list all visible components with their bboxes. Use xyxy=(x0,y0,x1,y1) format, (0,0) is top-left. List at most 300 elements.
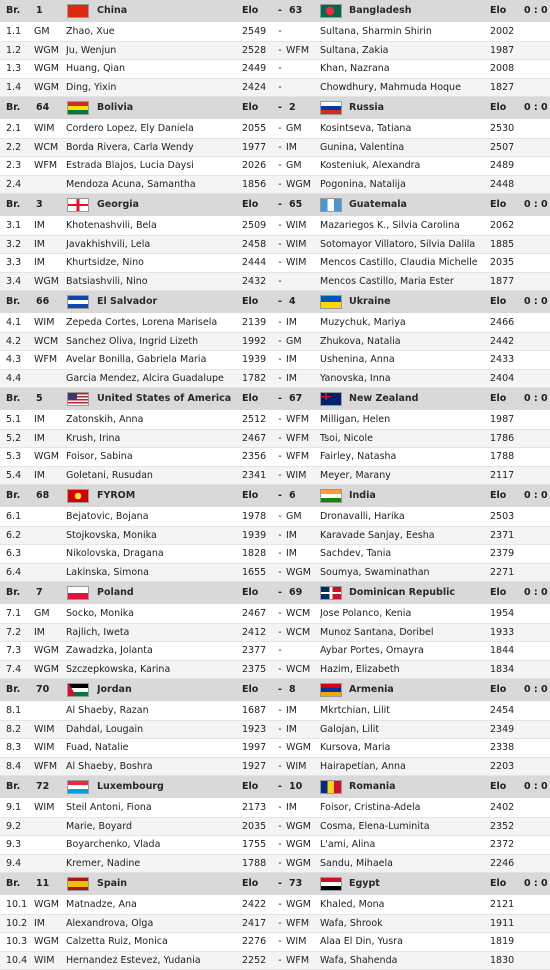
vs-separator: - xyxy=(276,582,284,604)
player2-name[interactable]: Kosintseva, Tatiana xyxy=(320,120,486,138)
player1-name[interactable]: Fuad, Natalie xyxy=(66,739,238,757)
player1-elo: 1992 xyxy=(242,333,276,351)
team1-name[interactable]: China xyxy=(97,0,237,22)
player1-name[interactable]: Lakinska, Simona xyxy=(66,564,238,582)
team2-name[interactable]: Dominican Republic xyxy=(349,582,489,604)
match-group xyxy=(0,0,550,97)
vs-separator: - xyxy=(276,739,284,757)
vs-separator: - xyxy=(276,952,284,970)
player2-title: WFM xyxy=(286,430,320,448)
player2-elo: 2454 xyxy=(490,702,524,720)
player2-name[interactable]: Munoz Santana, Doribel xyxy=(320,624,486,642)
player2-name[interactable]: Mazariegos K., Silvia Carolina xyxy=(320,217,486,235)
board-number: 7.1 xyxy=(6,605,34,623)
player2-name[interactable]: Pogonina, Natalija xyxy=(320,176,486,194)
player1-elo: 1927 xyxy=(242,758,276,776)
player2-elo: 2442 xyxy=(490,333,524,351)
player1-name[interactable]: Khurtsidze, Nino xyxy=(66,254,238,272)
player1-elo: 1782 xyxy=(242,370,276,388)
player2-name[interactable]: Ushenina, Anna xyxy=(320,351,486,369)
vs-separator: - xyxy=(276,721,284,739)
player1-elo: 1977 xyxy=(242,139,276,157)
georgia-flag xyxy=(67,198,89,212)
player2-name[interactable]: Karavade Sanjay, Eesha xyxy=(320,527,486,545)
elo-column-label: Elo xyxy=(490,97,524,119)
match-header xyxy=(0,388,550,411)
player1-name[interactable]: Estrada Blajos, Lucia Daysi xyxy=(66,157,238,175)
player1-elo: 2512 xyxy=(242,411,276,429)
player2-title: WIM xyxy=(286,217,320,235)
team1-number: 3 xyxy=(36,194,62,216)
player2-name[interactable]: Foisor, Cristina-Adela xyxy=(320,799,486,817)
player1-name[interactable]: Sanchez Oliva, Ingrid Lizeth xyxy=(66,333,238,351)
player1-elo: 2139 xyxy=(242,314,276,332)
player1-name[interactable]: Al Shaeby, Razan xyxy=(66,702,238,720)
team1-name[interactable]: Luxembourg xyxy=(97,776,237,798)
vs-separator: - xyxy=(276,273,284,291)
vs-separator: - xyxy=(276,485,284,507)
vs-separator: - xyxy=(276,527,284,545)
player1-title: WGM xyxy=(34,273,62,291)
player1-elo: 1939 xyxy=(242,527,276,545)
board-row xyxy=(0,564,550,583)
player2-name[interactable]: Mencos Castillo, Claudia Michelle xyxy=(320,254,486,272)
team2-name[interactable]: Romania xyxy=(349,776,489,798)
team2-name[interactable]: Ukraine xyxy=(349,291,489,313)
player2-elo: 1954 xyxy=(490,605,524,623)
team1-name[interactable]: United States of America xyxy=(97,388,237,410)
match-group xyxy=(0,873,550,970)
player1-title: IM xyxy=(34,467,62,485)
match-group xyxy=(0,485,550,582)
player2-elo: 2008 xyxy=(490,60,524,78)
player2-name[interactable]: Sachdev, Tania xyxy=(320,545,486,563)
player2-name[interactable]: Hairapetian, Anna xyxy=(320,758,486,776)
board-row xyxy=(0,351,550,370)
team2-name[interactable]: Armenia xyxy=(349,679,489,701)
player2-elo: 2121 xyxy=(490,896,524,914)
bangladesh-flag xyxy=(320,4,342,18)
player1-name[interactable]: Socko, Monika xyxy=(66,605,238,623)
player2-name[interactable]: Kursova, Maria xyxy=(320,739,486,757)
player2-name[interactable]: Soumya, Swaminathan xyxy=(320,564,486,582)
player2-name[interactable]: Dronavalli, Harika xyxy=(320,508,486,526)
player1-elo: 2549 xyxy=(242,23,276,41)
player2-elo: 1987 xyxy=(490,411,524,429)
vs-separator: - xyxy=(276,896,284,914)
player2-elo: 2338 xyxy=(490,739,524,757)
player2-name[interactable]: Milligan, Helen xyxy=(320,411,486,429)
match-result: 0 : 0 xyxy=(524,0,550,22)
player1-name[interactable]: Nikolovska, Dragana xyxy=(66,545,238,563)
player1-name[interactable]: Zepeda Cortes, Lorena Marisela xyxy=(66,314,238,332)
vs-separator: - xyxy=(276,624,284,642)
player2-name[interactable]: Aybar Portes, Omayra xyxy=(320,642,486,660)
board-number: 8.1 xyxy=(6,702,34,720)
player2-elo: 2117 xyxy=(490,467,524,485)
board-number: 10.4 xyxy=(6,952,34,970)
player2-title: GM xyxy=(286,333,320,351)
player1-elo: 2449 xyxy=(242,60,276,78)
player2-name[interactable]: Wafa, Shrook xyxy=(320,915,486,933)
board-number: 3.4 xyxy=(6,273,34,291)
player1-title: GM xyxy=(34,23,62,41)
board-number: 6.3 xyxy=(6,545,34,563)
team1-name[interactable]: FYROM xyxy=(97,485,237,507)
player1-name[interactable]: Goletani, Rusudan xyxy=(66,467,238,485)
player2-title: WFM xyxy=(286,952,320,970)
player2-title: IM xyxy=(286,702,320,720)
player2-name[interactable]: Zhukova, Natalia xyxy=(320,333,486,351)
vs-separator: - xyxy=(276,333,284,351)
team1-number: 1 xyxy=(36,0,62,22)
board-number: 3.3 xyxy=(6,254,34,272)
player2-name[interactable]: Tsoi, Nicole xyxy=(320,430,486,448)
player1-name[interactable]: Bejatovic, Bojana xyxy=(66,508,238,526)
board-row xyxy=(0,739,550,758)
player1-name[interactable]: Kremer, Nadine xyxy=(66,855,238,873)
vs-separator: - xyxy=(276,933,284,951)
player1-name[interactable]: Garcia Mendez, Alcira Guadalupe xyxy=(66,370,238,388)
player2-name[interactable]: Sotomayor Villatoro, Silvia Dalila xyxy=(320,236,486,254)
player2-title: WGM xyxy=(286,739,320,757)
player2-elo: 2530 xyxy=(490,120,524,138)
board-row xyxy=(0,836,550,855)
vs-separator: - xyxy=(276,194,284,216)
team2-name[interactable]: Bangladesh xyxy=(349,0,489,22)
player1-name[interactable]: Foisor, Sabina xyxy=(66,448,238,466)
board-number: 5.2 xyxy=(6,430,34,448)
team2-name[interactable]: Russia xyxy=(349,97,489,119)
board-number: 8.2 xyxy=(6,721,34,739)
player2-name[interactable]: Alaa El Din, Yusra xyxy=(320,933,486,951)
player2-elo: 1819 xyxy=(490,933,524,951)
vs-separator: - xyxy=(276,79,284,97)
elo-column-label: Elo xyxy=(490,485,524,507)
player1-name[interactable]: Cordero Lopez, Ely Daniela xyxy=(66,120,238,138)
board-column-label: Br. xyxy=(6,0,34,22)
vs-separator: - xyxy=(276,120,284,138)
player1-title: WFM xyxy=(34,351,62,369)
player1-name[interactable]: Ding, Yixin xyxy=(66,79,238,97)
board-number: 10.3 xyxy=(6,933,34,951)
player2-name[interactable]: Cosma, Elena-Luminita xyxy=(320,818,486,836)
board-number: 7.3 xyxy=(6,642,34,660)
player1-name[interactable]: Calzetta Ruiz, Monica xyxy=(66,933,238,951)
board-row xyxy=(0,799,550,818)
player1-name[interactable]: Szczepkowska, Karina xyxy=(66,661,238,679)
player2-title: WFM xyxy=(286,915,320,933)
elo-column-label: Elo xyxy=(490,0,524,22)
player1-title: WFM xyxy=(34,157,62,175)
armenia-flag xyxy=(320,683,342,697)
match-header xyxy=(0,582,550,605)
team1-name[interactable]: Jordan xyxy=(97,679,237,701)
team2-number: 10 xyxy=(289,776,315,798)
match-group xyxy=(0,97,550,194)
team1-number: 7 xyxy=(36,582,62,604)
board-number: 9.4 xyxy=(6,855,34,873)
board-number: 2.3 xyxy=(6,157,34,175)
player1-name[interactable]: Zatonskih, Anna xyxy=(66,411,238,429)
player2-name[interactable]: Khaled, Mona xyxy=(320,896,486,914)
player2-elo: 1911 xyxy=(490,915,524,933)
match-header xyxy=(0,97,550,120)
board-number: 1.3 xyxy=(6,60,34,78)
board-number: 8.4 xyxy=(6,758,34,776)
team1-number: 72 xyxy=(36,776,62,798)
board-number: 6.1 xyxy=(6,508,34,526)
player2-name[interactable]: Mencos Castillo, Maria Ester xyxy=(320,273,486,291)
player1-name[interactable]: Matnadze, Ana xyxy=(66,896,238,914)
russia-flag xyxy=(320,101,342,115)
player1-elo: 1828 xyxy=(242,545,276,563)
team2-number: 65 xyxy=(289,194,315,216)
team2-name[interactable]: New Zealand xyxy=(349,388,489,410)
board-row xyxy=(0,42,550,61)
board-number: 10.1 xyxy=(6,896,34,914)
player1-title: GM xyxy=(34,605,62,623)
board-row xyxy=(0,758,550,777)
player2-name[interactable]: Sultana, Sharmin Shirin xyxy=(320,23,486,41)
player1-elo: 1788 xyxy=(242,855,276,873)
player2-elo: 2466 xyxy=(490,314,524,332)
player1-title: WGM xyxy=(34,642,62,660)
board-number: 3.1 xyxy=(6,217,34,235)
player2-elo: 2271 xyxy=(490,564,524,582)
match-group xyxy=(0,776,550,873)
board-row xyxy=(0,370,550,389)
elo-column-label: Elo xyxy=(490,291,524,313)
team2-name[interactable]: India xyxy=(349,485,489,507)
player2-elo: 2062 xyxy=(490,217,524,235)
player1-title: WIM xyxy=(34,314,62,332)
player1-name[interactable]: Batsiashvili, Nino xyxy=(66,273,238,291)
board-column-label: Br. xyxy=(6,873,34,895)
elo-column-label: Elo xyxy=(490,388,524,410)
player1-title: IM xyxy=(34,624,62,642)
player2-name[interactable]: Sultana, Zakia xyxy=(320,42,486,60)
board-row xyxy=(0,915,550,934)
player2-title: IM xyxy=(286,370,320,388)
team2-number: 69 xyxy=(289,582,315,604)
player1-name[interactable]: Rajlich, Iweta xyxy=(66,624,238,642)
player1-title: IM xyxy=(34,236,62,254)
player1-name[interactable]: Huang, Qian xyxy=(66,60,238,78)
team2-name[interactable]: Guatemala xyxy=(349,194,489,216)
player2-title: WCM xyxy=(286,624,320,642)
player1-name[interactable]: Marie, Boyard xyxy=(66,818,238,836)
player1-name[interactable]: Hernandez Estevez, Yudania xyxy=(66,952,238,970)
board-number: 1.2 xyxy=(6,42,34,60)
player2-name[interactable]: Kosteniuk, Alexandra xyxy=(320,157,486,175)
team1-name[interactable]: Georgia xyxy=(97,194,237,216)
board-number: 6.4 xyxy=(6,564,34,582)
elo-column-label: Elo xyxy=(242,582,276,604)
player2-name[interactable]: Hazim, Elizabeth xyxy=(320,661,486,679)
player1-name[interactable]: Boyarchenko, Vlada xyxy=(66,836,238,854)
player1-name[interactable]: Zhao, Xue xyxy=(66,23,238,41)
player2-name[interactable]: Jose Polanco, Kenia xyxy=(320,605,486,623)
china-flag xyxy=(67,4,89,18)
player2-name[interactable]: Chowdhury, Mahmuda Hoque xyxy=(320,79,486,97)
player2-elo: 2433 xyxy=(490,351,524,369)
player2-elo: 1834 xyxy=(490,661,524,679)
board-number: 7.2 xyxy=(6,624,34,642)
player1-elo: 2035 xyxy=(242,818,276,836)
player1-name[interactable]: Javakhishvili, Lela xyxy=(66,236,238,254)
team1-name[interactable]: El Salvador xyxy=(97,291,237,313)
player1-elo: 2424 xyxy=(242,79,276,97)
player1-name[interactable]: Al Shaeby, Boshra xyxy=(66,758,238,776)
vs-separator: - xyxy=(276,291,284,313)
board-row xyxy=(0,236,550,255)
player1-elo: 2026 xyxy=(242,157,276,175)
team2-name[interactable]: Egypt xyxy=(349,873,489,895)
elo-column-label: Elo xyxy=(490,873,524,895)
player1-elo: 2432 xyxy=(242,273,276,291)
team1-name[interactable]: Poland xyxy=(97,582,237,604)
player1-elo: 1755 xyxy=(242,836,276,854)
player1-name[interactable]: Khotenashvili, Bela xyxy=(66,217,238,235)
vs-separator: - xyxy=(276,642,284,660)
board-number: 4.4 xyxy=(6,370,34,388)
player2-name[interactable]: Fairley, Natasha xyxy=(320,448,486,466)
team1-number: 64 xyxy=(36,97,62,119)
board-row xyxy=(0,217,550,236)
vs-separator: - xyxy=(276,508,284,526)
player1-elo: 2377 xyxy=(242,642,276,660)
player2-name[interactable]: Galojan, Lilit xyxy=(320,721,486,739)
player2-title: WGM xyxy=(286,176,320,194)
player1-elo: 2467 xyxy=(242,605,276,623)
match-result: 0 : 0 xyxy=(524,97,550,119)
player2-elo: 2489 xyxy=(490,157,524,175)
player1-elo: 2055 xyxy=(242,120,276,138)
match-group xyxy=(0,291,550,388)
vs-separator: - xyxy=(276,236,284,254)
player2-elo: 2002 xyxy=(490,23,524,41)
player1-title: WIM xyxy=(34,120,62,138)
vs-separator: - xyxy=(276,60,284,78)
board-column-label: Br. xyxy=(6,388,34,410)
match-header xyxy=(0,194,550,217)
player1-elo: 1687 xyxy=(242,702,276,720)
board-row xyxy=(0,508,550,527)
luxembourg-flag xyxy=(67,780,89,794)
board-row xyxy=(0,545,550,564)
player2-title: WGM xyxy=(286,855,320,873)
match-group xyxy=(0,679,550,776)
player2-name[interactable]: Khan, Nazrana xyxy=(320,60,486,78)
player2-name[interactable]: Gunina, Valentina xyxy=(320,139,486,157)
vs-separator: - xyxy=(276,545,284,563)
romania-flag xyxy=(320,780,342,794)
player2-title: IM xyxy=(286,527,320,545)
vs-separator: - xyxy=(276,388,284,410)
vs-separator: - xyxy=(276,836,284,854)
player2-elo: 1786 xyxy=(490,430,524,448)
el-salvador-flag xyxy=(67,295,89,309)
player1-name[interactable]: Borda Rivera, Carla Wendy xyxy=(66,139,238,157)
team2-number: 63 xyxy=(289,0,315,22)
player1-name[interactable]: Dahdal, Lougain xyxy=(66,721,238,739)
board-row xyxy=(0,933,550,952)
player1-title: WFM xyxy=(34,758,62,776)
board-row xyxy=(0,467,550,486)
player1-title: WGM xyxy=(34,79,62,97)
vs-separator: - xyxy=(276,0,284,22)
match-result: 0 : 0 xyxy=(524,679,550,701)
player1-elo: 2417 xyxy=(242,915,276,933)
board-column-label: Br. xyxy=(6,291,34,313)
player2-name[interactable]: Sandu, Mihaela xyxy=(320,855,486,873)
team1-name[interactable]: Spain xyxy=(97,873,237,895)
board-row xyxy=(0,176,550,195)
player2-elo: 2503 xyxy=(490,508,524,526)
player2-title: WGM xyxy=(286,896,320,914)
player2-name[interactable]: Mkrtchian, Lilit xyxy=(320,702,486,720)
board-row xyxy=(0,333,550,352)
board-number: 9.3 xyxy=(6,836,34,854)
player2-title: WGM xyxy=(286,564,320,582)
board-row xyxy=(0,139,550,158)
player1-name[interactable]: Steil Antoni, Fiona xyxy=(66,799,238,817)
player2-elo: 2379 xyxy=(490,545,524,563)
match-result: 0 : 0 xyxy=(524,194,550,216)
player1-elo: 2276 xyxy=(242,933,276,951)
player1-name[interactable]: Ju, Wenjun xyxy=(66,42,238,60)
match-result: 0 : 0 xyxy=(524,873,550,895)
player1-title: IM xyxy=(34,411,62,429)
player2-name[interactable]: L'ami, Alina xyxy=(320,836,486,854)
player2-elo: 1885 xyxy=(490,236,524,254)
vs-separator: - xyxy=(276,818,284,836)
player1-name[interactable]: Alexandrova, Olga xyxy=(66,915,238,933)
vs-separator: - xyxy=(276,661,284,679)
player2-name[interactable]: Meyer, Marany xyxy=(320,467,486,485)
usa-flag xyxy=(67,392,89,406)
player1-name[interactable]: Krush, Irina xyxy=(66,430,238,448)
player1-name[interactable]: Zawadzka, Jolanta xyxy=(66,642,238,660)
player1-title: IM xyxy=(34,217,62,235)
player1-name[interactable]: Avelar Bonilla, Gabriela Maria xyxy=(66,351,238,369)
player2-title: WIM xyxy=(286,236,320,254)
player1-name[interactable]: Stojkovska, Monika xyxy=(66,527,238,545)
team2-number: 6 xyxy=(289,485,315,507)
board-column-label: Br. xyxy=(6,194,34,216)
team1-name[interactable]: Bolivia xyxy=(97,97,237,119)
vs-separator: - xyxy=(276,314,284,332)
player2-title: WFM xyxy=(286,411,320,429)
board-number: 10.2 xyxy=(6,915,34,933)
player1-title: WGM xyxy=(34,933,62,951)
player2-name[interactable]: Wafa, Shahenda xyxy=(320,952,486,970)
new-zealand-flag xyxy=(320,392,342,406)
team2-number: 4 xyxy=(289,291,315,313)
vs-separator: - xyxy=(276,139,284,157)
player2-name[interactable]: Muzychuk, Mariya xyxy=(320,314,486,332)
player2-title: WIM xyxy=(286,758,320,776)
player1-name[interactable]: Mendoza Acuna, Samantha xyxy=(66,176,238,194)
player1-elo: 2356 xyxy=(242,448,276,466)
board-row xyxy=(0,952,550,970)
player1-elo: 2467 xyxy=(242,430,276,448)
board-row xyxy=(0,527,550,546)
player2-name[interactable]: Yanovska, Inna xyxy=(320,370,486,388)
player2-elo: 1827 xyxy=(490,79,524,97)
player2-title: WIM xyxy=(286,254,320,272)
